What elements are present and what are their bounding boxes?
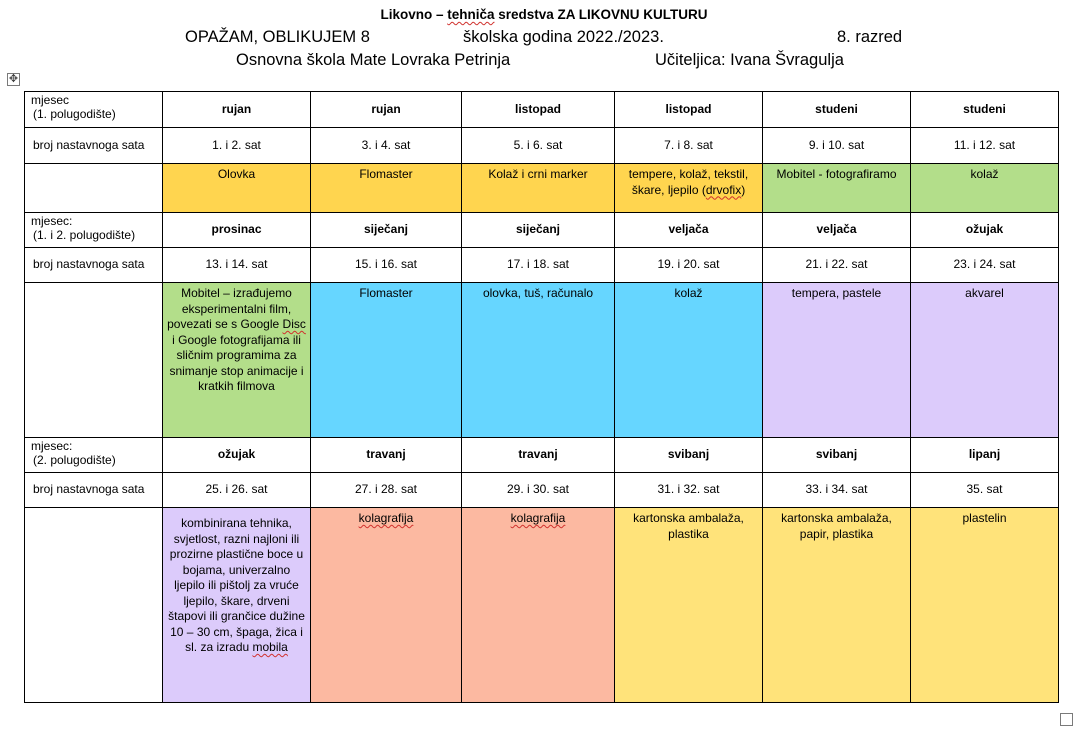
month-label-line-1: mjesec xyxy=(31,93,70,107)
teacher-name: Učiteljica: Ivana Švragulja xyxy=(655,51,844,69)
month-cell: svibanj xyxy=(615,438,763,473)
title-part-2: sredstva ZA LIKOVNU KULTURU xyxy=(494,7,708,22)
material-cell xyxy=(462,164,615,213)
material-cell xyxy=(763,283,911,438)
schedule-table xyxy=(24,91,1059,703)
lesson-cell: 11. i 12. sat xyxy=(911,128,1059,164)
month-row xyxy=(25,438,1059,473)
lesson-row-label: broj nastavnoga sata xyxy=(25,473,163,508)
month-row xyxy=(25,213,1059,248)
month-cell: travanj xyxy=(311,438,462,473)
month-row-label xyxy=(25,438,163,473)
lesson-cell: 7. i 8. sat xyxy=(615,128,763,164)
title-misspelled-word: tehniča xyxy=(447,7,495,22)
table-move-handle-icon[interactable]: ✥ xyxy=(8,73,19,85)
material-cell xyxy=(911,508,1059,703)
month-cell: ožujak xyxy=(163,438,311,473)
lesson-cell: 13. i 14. sat xyxy=(163,248,311,283)
lesson-cell: 19. i 20. sat xyxy=(615,248,763,283)
month-cell: listopad xyxy=(462,92,615,128)
month-cell: prosinac xyxy=(163,213,311,248)
material-text: kolagrafija xyxy=(510,511,566,525)
school-name: Osnovna škola Mate Lovraka Petrinja xyxy=(236,51,511,69)
lesson-cell: 9. i 10. sat xyxy=(763,128,911,164)
material-cell xyxy=(911,164,1059,213)
material-cell xyxy=(615,283,763,438)
lesson-row xyxy=(25,473,1059,508)
month-row xyxy=(25,92,1059,128)
material-cell xyxy=(615,164,763,213)
material-cell xyxy=(311,508,462,703)
material-text: tempere, kolaž, tekstil, škare, ljepilo (drvofix) xyxy=(628,167,749,197)
material-text: Kolaž i crni marker xyxy=(488,167,588,181)
month-cell: studeni xyxy=(763,92,911,128)
month-label-line-2: (1. polugodište) xyxy=(33,107,116,121)
material-text: Mobitel - fotografiramo xyxy=(776,167,897,181)
material-text: akvarel xyxy=(965,286,1004,300)
material-text: olovka, tuš, računalo xyxy=(482,286,594,300)
material-cell xyxy=(163,508,311,703)
lesson-cell: 15. i 16. sat xyxy=(311,248,462,283)
material-cell xyxy=(763,508,911,703)
lesson-cell: 23. i 24. sat xyxy=(911,248,1059,283)
material-text: kolaž xyxy=(970,167,999,181)
grade: 8. razred xyxy=(837,28,903,46)
lesson-cell: 35. sat xyxy=(911,473,1059,508)
materials-row xyxy=(25,283,1059,438)
lesson-cell: 27. i 28. sat xyxy=(311,473,462,508)
lesson-row xyxy=(25,128,1059,164)
material-text: Flomaster xyxy=(359,286,413,300)
material-text: kartonska ambalaža, papir, plastika xyxy=(781,511,892,541)
month-label-line-1: mjesec: xyxy=(31,214,73,228)
month-cell: lipanj xyxy=(911,438,1059,473)
school-year: školska godina 2022./2023. xyxy=(463,28,664,46)
table-resize-handle-icon[interactable] xyxy=(1060,713,1073,726)
document-title xyxy=(0,7,1088,22)
lesson-cell: 31. i 32. sat xyxy=(615,473,763,508)
month-cell: veljača xyxy=(763,213,911,248)
lesson-cell: 33. i 34. sat xyxy=(763,473,911,508)
material-cell xyxy=(462,283,615,438)
month-label-line-1: mjesec: xyxy=(31,439,73,453)
month-cell: travanj xyxy=(462,438,615,473)
month-label-line-2: (1. i 2. polugodište) xyxy=(33,228,136,242)
material-cell xyxy=(911,283,1059,438)
month-label-line-2: (2. polugodište) xyxy=(33,453,116,467)
material-text: tempera, pastele xyxy=(791,286,882,300)
lesson-row-label: broj nastavnoga sata xyxy=(25,128,163,164)
month-row-label xyxy=(25,213,163,248)
month-cell: rujan xyxy=(311,92,462,128)
material-cell xyxy=(311,283,462,438)
material-text: Olovka xyxy=(217,167,256,181)
lesson-cell: 25. i 26. sat xyxy=(163,473,311,508)
program-name: OPAŽAM, OBLIKUJEM 8 xyxy=(185,28,370,46)
material-cell xyxy=(311,164,462,213)
material-text: kartonska ambalaža, plastika xyxy=(633,511,744,541)
lesson-cell: 17. i 18. sat xyxy=(462,248,615,283)
month-cell: siječanj xyxy=(462,213,615,248)
month-cell: veljača xyxy=(615,213,763,248)
lesson-cell: 21. i 22. sat xyxy=(763,248,911,283)
month-cell: siječanj xyxy=(311,213,462,248)
month-row-label xyxy=(25,92,163,128)
materials-row-label xyxy=(25,508,163,703)
material-cell xyxy=(615,508,763,703)
material-cell xyxy=(163,283,311,438)
materials-row-label xyxy=(25,283,163,438)
lesson-row xyxy=(25,248,1059,283)
material-text: Mobitel – izrađujemo eksperimentalni film, povezati se s Google Disc i Google fotografijama ili sličnim programima za snimanje stop animacije i kratkih filmova xyxy=(167,286,306,393)
material-text: Flomaster xyxy=(359,167,413,181)
month-cell: ožujak xyxy=(911,213,1059,248)
lesson-cell: 1. i 2. sat xyxy=(163,128,311,164)
month-cell: studeni xyxy=(911,92,1059,128)
month-cell: rujan xyxy=(163,92,311,128)
material-text: kolaž xyxy=(674,286,703,300)
month-cell: listopad xyxy=(615,92,763,128)
month-cell: svibanj xyxy=(763,438,911,473)
material-cell xyxy=(163,164,311,213)
title-part-1: Likovno – xyxy=(380,7,448,22)
material-cell xyxy=(462,508,615,703)
lesson-cell: 29. i 30. sat xyxy=(462,473,615,508)
material-cell xyxy=(763,164,911,213)
material-text: plastelin xyxy=(962,511,1007,525)
materials-row-label xyxy=(25,164,163,213)
lesson-cell: 5. i 6. sat xyxy=(462,128,615,164)
lesson-row-label: broj nastavnoga sata xyxy=(25,248,163,283)
lesson-cell: 3. i 4. sat xyxy=(311,128,462,164)
materials-row xyxy=(25,164,1059,213)
material-text: kolagrafija xyxy=(358,511,414,525)
material-text: kombinirana tehnika, svjetlost, razni najloni ili prozirne plastične boce u bojama, univerzalno ljepilo ili pištolj za vruće ljepilo, škare, drveni štapovi ili grančice dužine 10 – 30 cm, špaga, žica i sl. za izradu mobila xyxy=(168,516,305,654)
materials-row xyxy=(25,508,1059,703)
